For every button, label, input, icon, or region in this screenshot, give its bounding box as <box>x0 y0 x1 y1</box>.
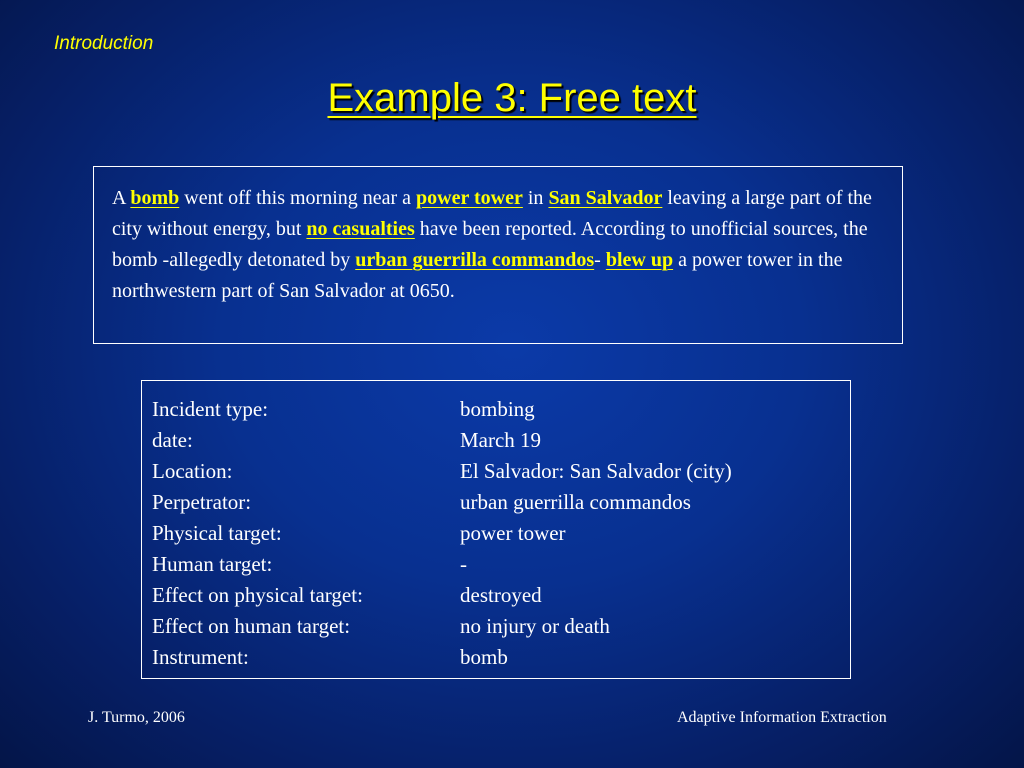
field-label: Effect on human target: <box>152 614 351 638</box>
field-value: destroyed <box>460 583 542 607</box>
field-value: March 19 <box>460 428 542 452</box>
field-value: urban guerrilla commandos <box>460 490 691 514</box>
footer-course: Adaptive Information Extraction <box>677 709 887 726</box>
field-label: Instrument: <box>152 645 249 669</box>
template-row <box>152 549 850 580</box>
template-row <box>152 642 850 673</box>
field-label: date: <box>152 428 193 452</box>
section-label: Introduction <box>54 33 154 54</box>
seg-2: went off this morning near a <box>179 187 417 209</box>
field-label: Location: <box>152 459 233 483</box>
seg-10: - <box>594 249 606 271</box>
field-label: Physical target: <box>152 521 282 545</box>
field-label: Incident type: <box>152 397 269 421</box>
entity-power-tower: power tower <box>416 187 523 209</box>
template-row <box>152 425 850 456</box>
template-row <box>152 580 850 611</box>
field-value: El Salvador: San Salvador (city) <box>460 459 732 483</box>
field-label: Perpetrator: <box>152 490 252 514</box>
field-label: Effect on physical target: <box>152 583 363 607</box>
template-row <box>152 611 850 642</box>
field-label: Human target: <box>152 552 273 576</box>
template-row <box>152 456 850 487</box>
entity-san-salvador: San Salvador <box>548 187 663 209</box>
footer-author: J. Turmo, 2006 <box>88 709 185 726</box>
field-value: - <box>460 552 467 576</box>
seg-0: A <box>112 187 131 209</box>
entity-blew-up: blew up <box>605 249 674 271</box>
field-value: power tower <box>460 521 566 545</box>
template-row <box>152 518 850 549</box>
entity-urban-guerrilla-commandos: urban guerrilla commandos <box>355 249 595 271</box>
entity-bomb: bomb <box>130 187 180 209</box>
extraction-template <box>141 380 851 679</box>
template-row <box>152 487 850 518</box>
template-row <box>152 394 850 425</box>
seg-6: leaving a large part of the city without energy, but <box>112 187 872 240</box>
slide-title: Example 3: Free text <box>327 76 697 120</box>
seg-4: in <box>522 187 549 209</box>
seg-12: a power tower in the northwestern part of San Salvador at 0650. <box>112 249 843 302</box>
field-value: bombing <box>460 397 535 421</box>
seg-8: have been reported. According to unofficial sources, the bomb -allegedly detonated by <box>112 218 868 271</box>
field-value: no injury or death <box>460 614 610 638</box>
field-value: bomb <box>460 645 508 669</box>
entity-no-casualties: no casualties <box>306 218 415 240</box>
free-text-box <box>93 166 903 344</box>
